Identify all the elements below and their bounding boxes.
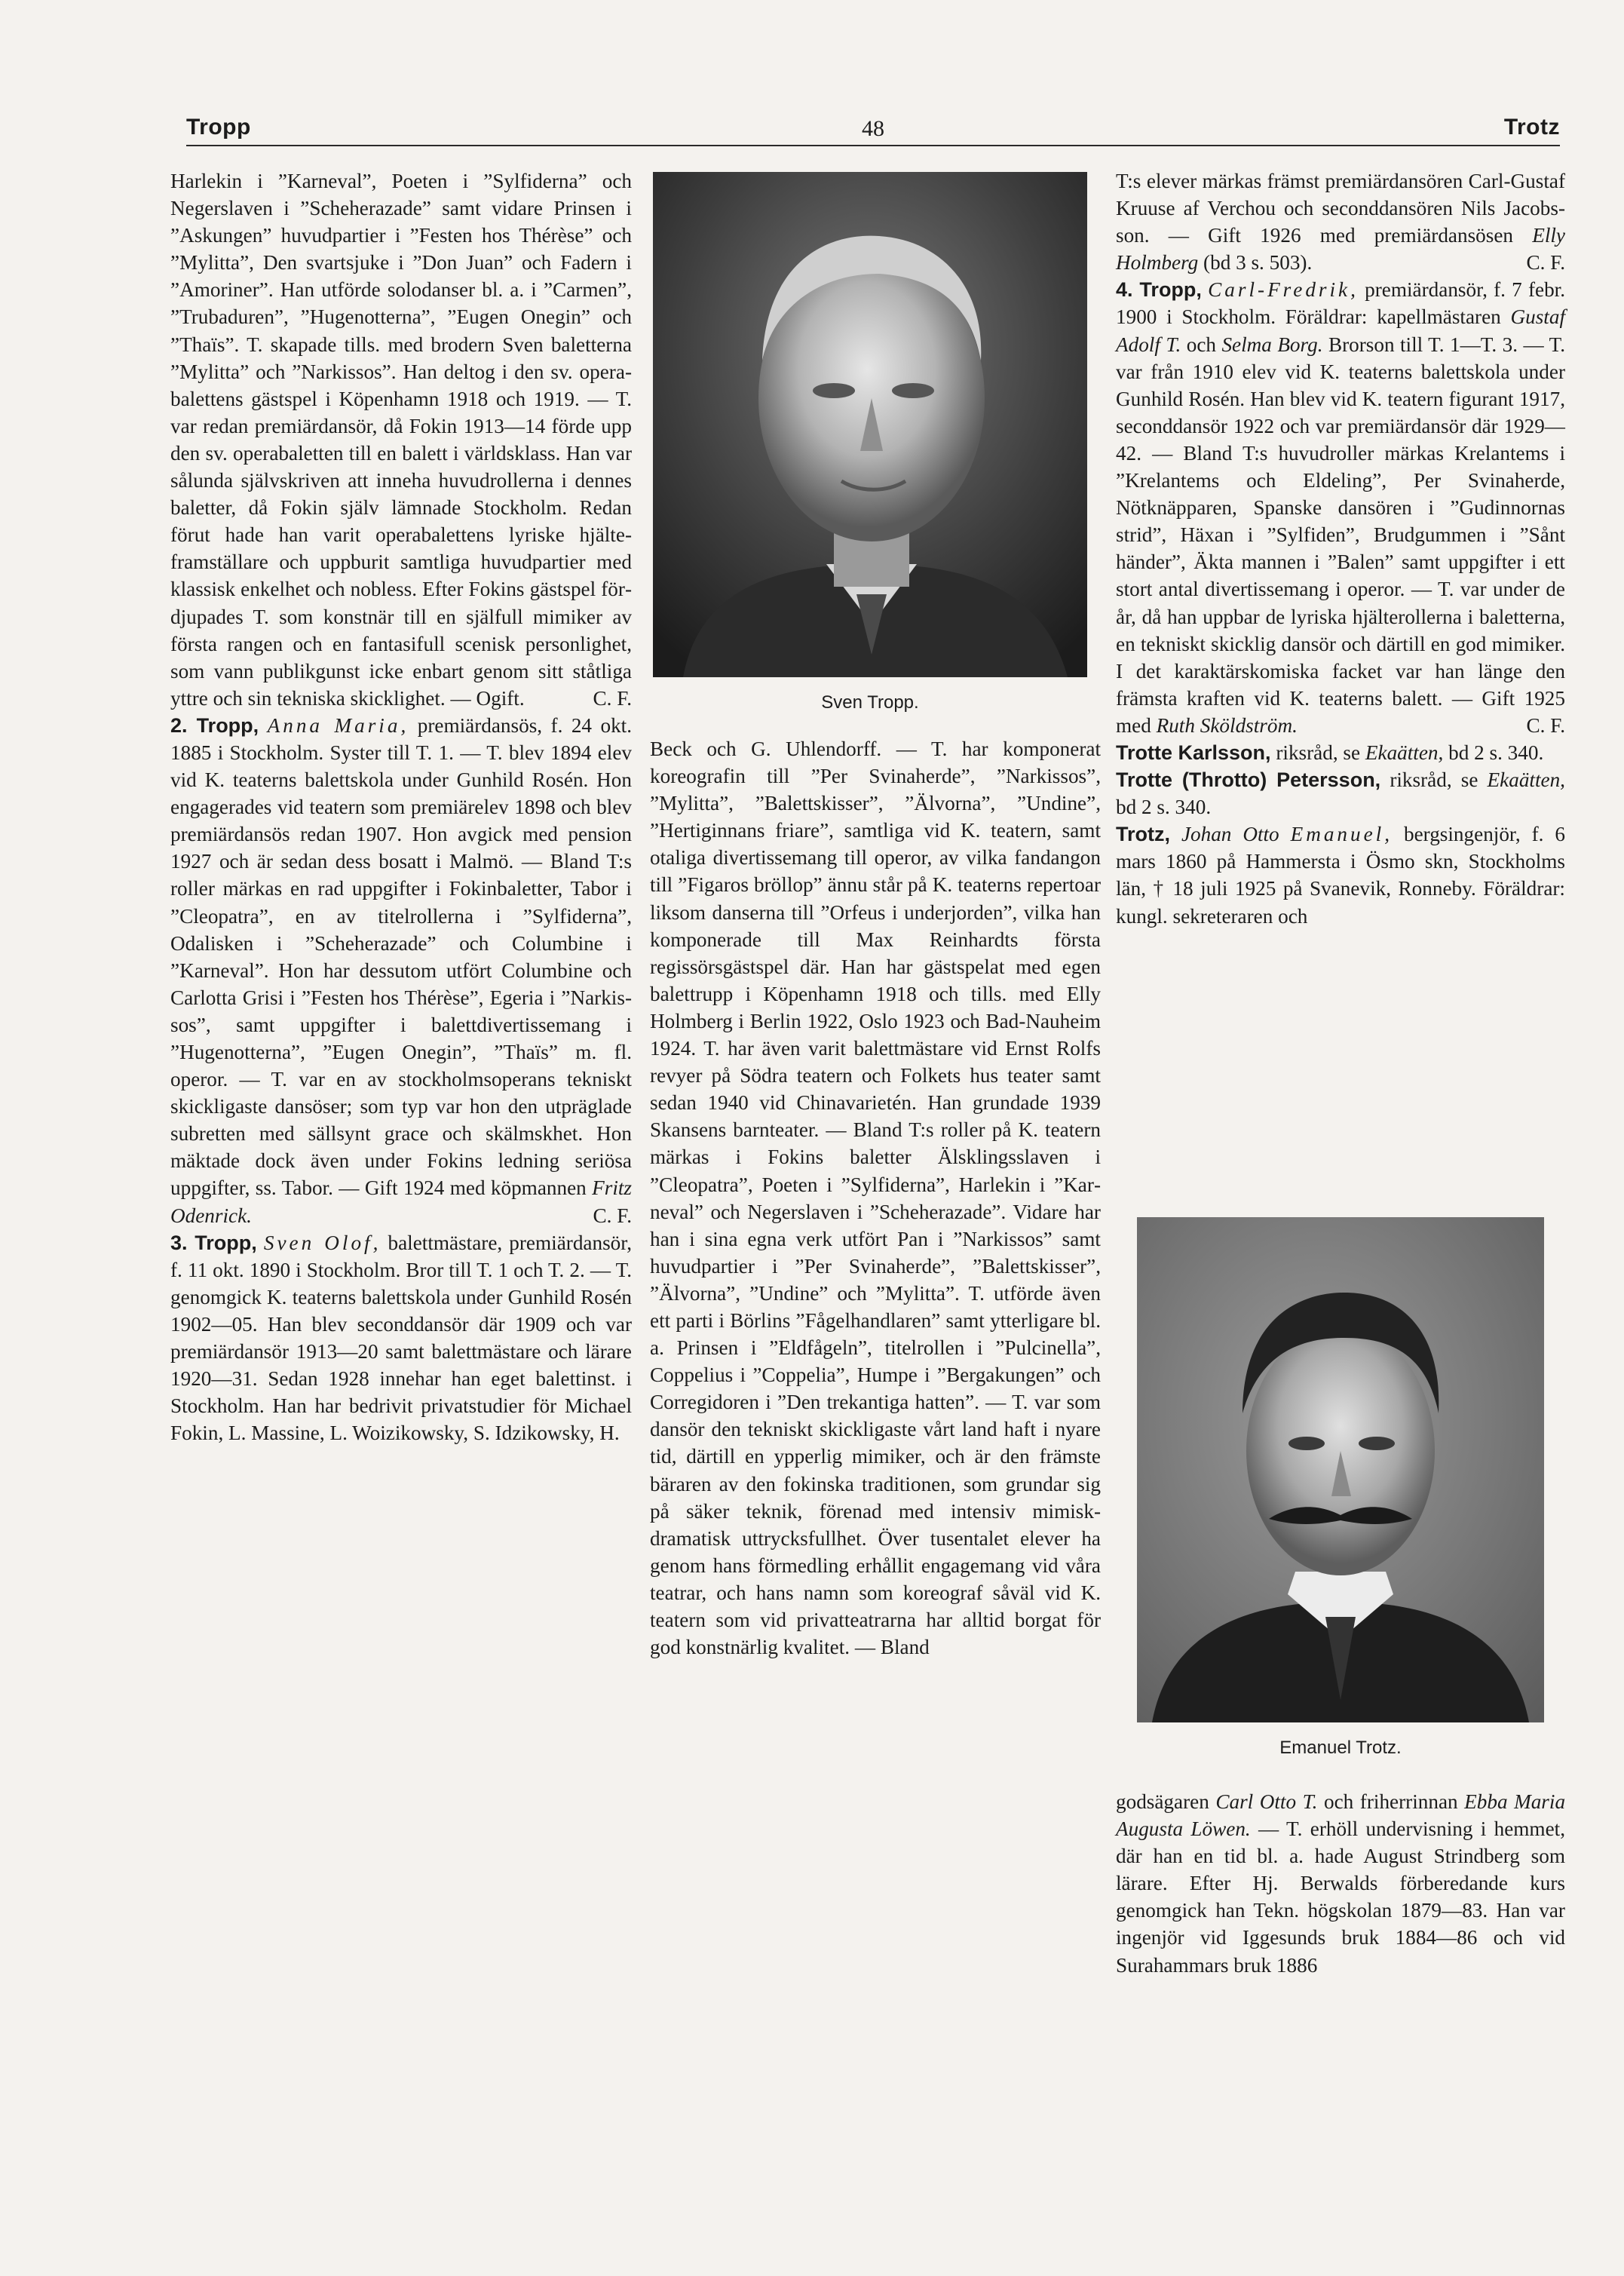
entry-7-name-2: Emanuel, [1290, 823, 1393, 846]
entry-6-end: bd 2 s. 340. [1116, 796, 1212, 819]
entry-7-father: Carl Otto T. [1215, 1790, 1318, 1813]
entry-3-text: balettmästare, premiärdansör, f. 11 okt. 1890 i Stockholm. Bror till T. 1 och T. 2. — T. genomgick K. teaterns balettskola under Gunhild Rosén 1902—05. Han blev seconddansör där 1909 och var premiärdansör 1913—20 samt balettmästare och lärare 1920—31. Sedan 1928 innehar han eget balettinst. i Stockholm. Han har bedrivit privatstudier för Michael Fokin, L. Massine, L. Woizikowsky, S. Idzikowsky, H. [170, 1231, 633, 1445]
entry-4-spouse: Ruth Sköldström. [1156, 713, 1298, 737]
entry-7-heading: Trotz, [1116, 823, 1170, 846]
entry-5-end: bd 2 s. 340. [1448, 741, 1544, 764]
entry-3-end [1116, 167, 1565, 276]
entry-3-spouse: Elly Holmberg [1116, 224, 1566, 275]
column-1 [170, 167, 632, 1446]
author-signature: C. F. [593, 1204, 632, 1227]
column-2 [650, 735, 1101, 1661]
entry-3-end-ref: (bd 3 s. 503). [1203, 251, 1313, 275]
author-signature: C. F. [593, 686, 632, 710]
column-3-bottom [1116, 1788, 1565, 1979]
entry-2 [170, 712, 632, 1229]
entry-3 [170, 1229, 632, 1447]
entry-6-text: riksråd, se [1390, 768, 1478, 792]
header-right-keyword: Trotz [1503, 115, 1560, 140]
entry-4-name: Carl-Fredrik, [1208, 278, 1359, 302]
entry-3-name: Sven Olof, [263, 1231, 381, 1254]
entry-4-conj: och [1186, 333, 1216, 356]
entry-2-name: Anna Maria, [267, 713, 409, 737]
entry-2-heading: 2. Tropp, [170, 713, 259, 737]
entry-4-heading: 4. Tropp, [1116, 278, 1202, 302]
author-signature: C. F. [1526, 251, 1565, 275]
photo-caption: Emanuel Trotz. [1279, 1738, 1402, 1758]
entry-7-cont-text-2: — T. erhöll undervisning i hemmet, där han en tid bl. a. hade August Strindberg som lärare. Efter Hj. Berwalds förberedande kurs genomgick han Tekn. högskolan 1879—83. Han var ingenjör vid Iggesunds bruk 1884—86 och vid Surahammars bruk 1886 [1116, 1817, 1565, 1977]
entry-7-continuation [1116, 1788, 1565, 1979]
entry-4 [1116, 276, 1565, 739]
portrait-photo-emanuel-trotz [1137, 1217, 1544, 1722]
entry-4-mother: Selma Borg. [1221, 333, 1323, 356]
portrait-photo-sven-tropp [653, 172, 1087, 677]
entry-7-conj: och friherrinnan [1324, 1790, 1458, 1813]
entry-6-heading: Trotte (Throtto) Petersson, [1116, 768, 1381, 792]
entry-7-cont-text: godsägaren [1116, 1790, 1209, 1813]
entry-4-text: premiärdansör, f. 7 febr. 1900 i Stockholm. Föräldrar: kapellmästaren [1116, 278, 1566, 329]
running-header [186, 106, 1560, 146]
entry-3-heading: 3. Tropp, [170, 1231, 257, 1254]
entry-4-father: Gustaf Adolf T. [1116, 305, 1565, 356]
entry-1-continuation [170, 167, 632, 712]
entry-7-text: bergsingenjör, f. 6 mars 1860 på Hammersta i Ösmo skn, Stockholms län, † 18 juli 1925 på Svanevik, Ronneby. Föräldrar: kungl. sekreteraren och [1116, 823, 1566, 928]
header-left-keyword: Tropp [186, 115, 251, 140]
entry-2-text: premiärdansös, f. 24 okt. 1885 i Stockholm. Syster till T. 1. — T. blev 1894 elev vid K. teaterns balettskola under Gunhild Rosén. Hon engagerades vid teatern som premiärelev 1898 och blev premiärdansös redan 1907. Hon avgick med pension 1927 och är sedan dess bosatt i Malmö. — Bland T:s roller märkas en rad uppgifter i Fokinbaletter, Tabor i ”Cleopatra”, en av titelrollerna i ”Sylfiderna”, Odalisken i ”Scheherazade” och Columbine i ”Karneval”. Hon har dessutom utfört Columbine och Carlotta Grisi i ”Festen hos Thérèse”, Egeria i ”Narkissos”, samt uppgifter i balettdivertissemang i ”Hugenotterna”, ”Eugen Onegin”, ”Thaïs” m. fl. operor. — T. var en av stockholmsoperans tekniskt skickligaste dansöser; som typ var hon den utpräglade subretten med sällsynt grace och skälmskhet. Hon mäktade dock även under Fokins ledning seriösa uppgifter, ss. Tabor. — Gift 1924 med köpmannen [170, 713, 633, 1200]
entry-5-ref: Ekaätten, [1365, 741, 1444, 764]
photo-caption: Sven Tropp. [821, 692, 919, 713]
column-3 [1116, 167, 1565, 930]
entry-1-text: Harlekin i ”Karneval”, Poeten i ”Sylfiderna” och Negerslaven i ”Scheherazade” samt vidare Prinsen i ”Askungen” huvudpartier i ”Festen hos Thérèse” och ”Mylitta”, Den svartsjuke i ”Don Juan” och Fadern i ”Amoriner”. Han utförde solodanser bl. a. i ”Carmen”, ”Trubaduren”, ”Hugenotterna”, ”Eugen Onegin” och ”Thaïs”. T. skapade tills. med brodern Sven baletterna ”Mylitta” och ”Narkissos”. Han deltog i den sv. operabalettens gästspel i Köpenhamn 1918 och 1919. — T. var redan premiärdansör, då Fokin 1913—14 förde upp den sv. operabaletten till en balett i världsklass. Han var sålunda självskriven att inneha huvudrollerna i dennes baletter, då Fokin själv lämnade Stockholm. Redan förut hade han varit operabalettens lyriske hjälteframställare och uppburit samtliga huvudpartier med klassisk enkelhet och nobless. Efter Fokins gästspel fördjupades T. som konstnär till en själfull mimiker av första rangen och en fantasifull scenisk personlighet, som vann publikgunst icke enbart genom sitt ståtliga yttre och sin tekniska skicklighet. — Ogift. [170, 170, 632, 710]
entry-7-name-1: Johan Otto [1181, 823, 1279, 846]
entry-5 [1116, 739, 1565, 766]
entry-7-mother: Ebba Maria Augusta Löwen. [1116, 1790, 1566, 1841]
entry-5-text: riksråd, se [1276, 741, 1361, 764]
page-number: 48 [862, 116, 884, 141]
entry-4-text-2: Brorson till T. 1—T. 3. — T. var från 1910 elev vid K. teaterns balettskola under Gunhild Rosén. Han blev vid K. teatern figurant 1917, seconddansör 1922 och var premiärdansör där 1929—42. — Bland T:s huvudroller märkas Krelantems i ”Krelantems och Eldeling”, Per Svinaherde, Nötknäpparen, Spanske dansören i ”Gudinnornas strid”, Häxan i ”Sylfiden”, Brudgummen i ”Sånt händer”, Äkta mannen i ”Balen” samt uppgifter i ett stort antal divertissemang i operor. — T. var under de år, då han uppbar de lyriska hjälterollerna i baletterna, en tekniskt skicklig dansör och därtill en god mimiker. I det karaktärskomiska facket var han länge den främsta kraften vid K. teaterns balett. — Gift 1925 med [1116, 333, 1566, 737]
author-signature: C. F. [1526, 713, 1565, 737]
entry-6-ref: Ekaätten, [1487, 768, 1565, 792]
entry-5-heading: Trotte Karlsson, [1116, 741, 1271, 764]
entry-6 [1116, 766, 1565, 821]
entry-2-spouse: Fritz Odenrick. [170, 1176, 632, 1227]
entry-3-end-text: T:s elever märkas främst premiärdansören Carl-Gustaf Kruuse af Verchou och seconddansören Nils Jacobsson. — Gift 1926 med premiärdansösen [1116, 170, 1565, 247]
entry-3-continuation: Beck och G. Uhlendorff. — T. har komponerat koreografin till ”Per Svinaherde”, ”Narkissos”, ”Mylitta”, ”Balettskisser”, ”Älvorna”, ”Undine”, ”Hertiginnans friare”, samtliga vid K. teatern, samt otaliga divertissemang till operor, av vilka fandangon till ”Figaros bröllop” ännu står på K. teaterns repertoar liksom danserna till ”Orfeus i underjorden”, vilka han komponerade till Max Reinhardts första regissörsgästspel där. Han har gästspelat med egen balettrupp i Köpenhamn 1918 och tills. med Elly Holmberg i Berlin 1922, Oslo 1923 och Bad-Nauheim 1924. T. har även varit balettmästare vid Ernst Rolfs revyer på Södra teatern och Folkets hus teater samt sedan 1940 vid Chinavarietén. Han grundade 1939 Skansens barnteater. — Bland T:s roller på K. teatern märkas i Fokins baletter Älsklingsslaven i ”Cleopatra”, Poeten i ”Sylfiderna”, Harlekin i ”Karneval” och Negerslaven i ”Scheherazade”. Vidare har han i sina egna verk utfört Pan i ”Narkissos” samt huvudpartier i ”Per Svinaherde”, ”Balettskisser”, ”Älvorna”, ”Undine” och ”Mylitta”. T. utförde även ett parti i Börlins ”Fågelhandlaren” samt ytterligare bl. a. Prinsen i ”Eldfågeln”, titelrollen i ”Pulcinella”, Coppelius i ”Coppelia”, Humpe i ”Bergakungen” och Corregidoren i ”Den trekantiga hatten”. — T. var som dansör den tekniskt skickligaste vårt land haft i nyare tid, därtill en ypperlig mimiker, och är den främste bäraren av den fokinska traditionen, som grundar sig på säker teknik, förenad med intensiv mimisk-dramatisk uttrycksfullhet. Över tusentalet elever ha genom hans förmedling erhållit engagemang vid våra teatrar, och hans namn som koreograf såväl vid K. teatern som vid privatteatrarna har alltid borgat för god konstnärlig kvalitet. — Bland [650, 738, 1101, 1659]
entry-7 [1116, 821, 1565, 929]
